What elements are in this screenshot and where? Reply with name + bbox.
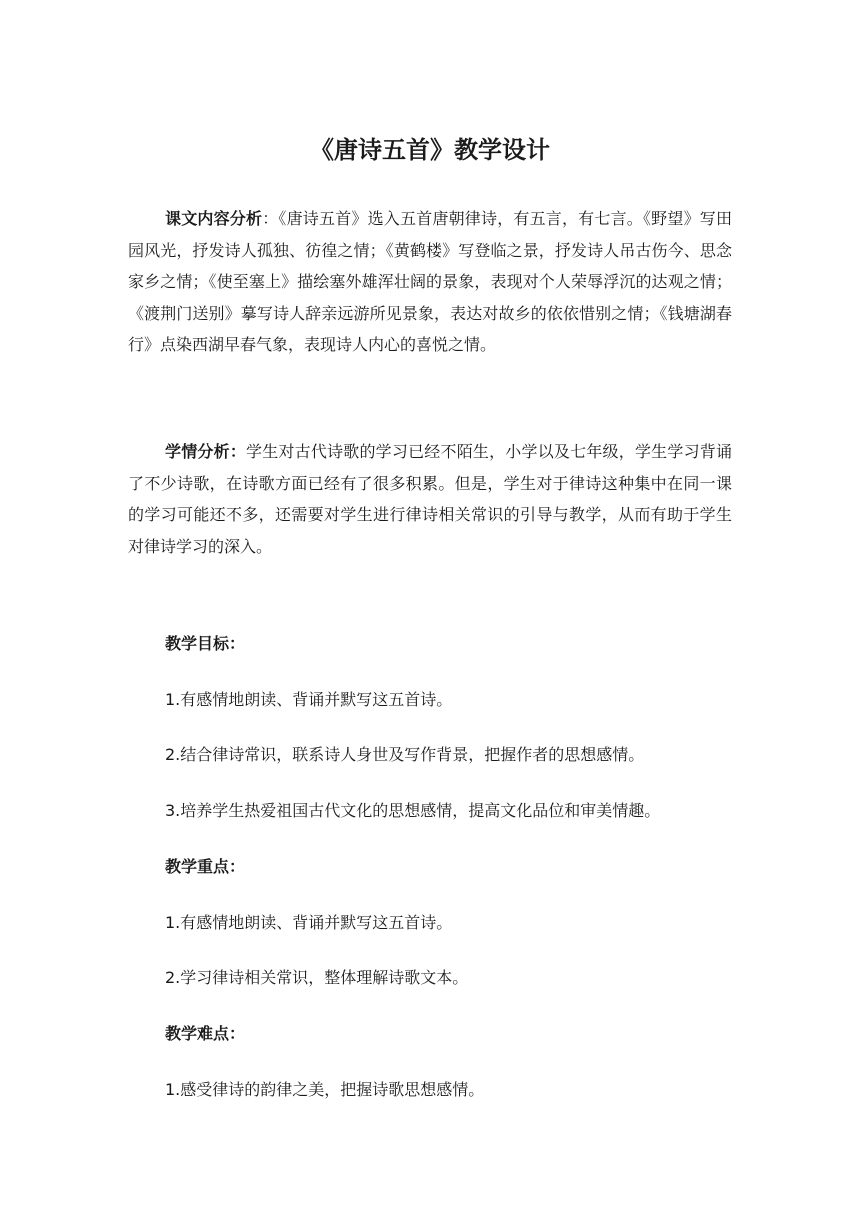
objectives-heading: 教学目标： (165, 634, 246, 653)
difficulties-heading: 教学难点： (165, 1024, 246, 1043)
content-analysis-paragraph (128, 203, 732, 361)
difficulty-item: 1.感受律诗的韵律之美，把握诗歌思想感情。 (165, 1080, 485, 1099)
document-title: 《唐诗五首》教学设计 (310, 136, 550, 164)
content-analysis-label: 课文内容分析 (165, 209, 263, 228)
objective-item: 2.结合律诗常识，联系诗人身世及写作背景，把握作者的思想感情。 (165, 745, 645, 764)
content-analysis-separator: ： (262, 209, 279, 228)
learner-analysis-text: 学生对古代诗歌的学习已经不陌生，小学以及七年级，学生学习背诵了不少诗歌，在诗歌方面已经有了很多积累。但是，学生对于律诗这种集中在同一课的学习可能还不多，还需要对学生进行律诗相关常识的引导与教学，从而有助于学生对律诗学习的深入。 (128, 442, 732, 556)
key-point-item: 1.有感情地朗读、背诵并默写这五首诗。 (165, 913, 453, 932)
learner-analysis-label: 学情分析： (165, 442, 247, 461)
learner-analysis-paragraph (128, 436, 732, 562)
objective-item: 1.有感情地朗读、背诵并默写这五首诗。 (165, 690, 453, 709)
objective-item: 3.培养学生热爱祖国古代文化的思想感情，提高文化品位和审美情趣。 (165, 801, 661, 820)
key-points-heading: 教学重点： (165, 857, 246, 876)
content-analysis-text: 《唐诗五首》选入五首唐朝律诗，有五言，有七言。《野望》写田园风光，抒发诗人孤独、彷徨之情；《黄鹤楼》写登临之景，抒发诗人吊古伤今、思念家乡之情；《使至塞上》描绘塞外雄浑壮阔的景象，表现对个人荣辱浮沉的达观之情；《渡荆门送别》摹写诗人辞亲远游所见景象，表达对故乡的依依惜别之情；《钱塘湖春行》点染西湖早春气象，表现诗人内心的喜悦之情。 (128, 209, 732, 355)
key-point-item: 2.学习律诗相关常识，整体理解诗歌文本。 (165, 968, 469, 987)
